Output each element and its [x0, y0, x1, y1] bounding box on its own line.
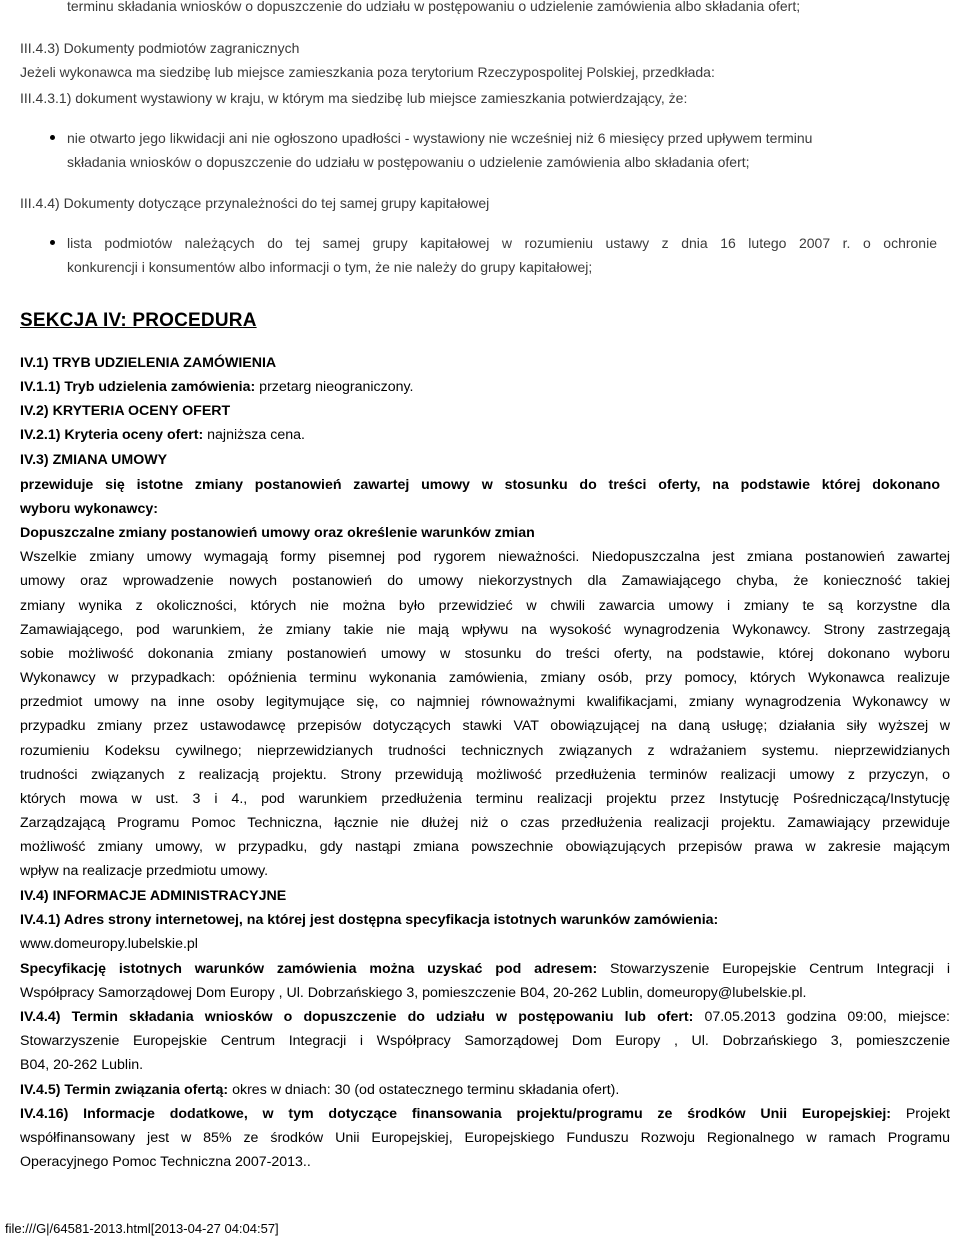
heading-iv-2: IV.2) KRYTERIA OCENY OFERT: [20, 403, 231, 419]
text-line: III.4.3.1) dokument wystawiony w kraju, w którym ma siedzibę lub miejsce zamieszkania potwierdzający, że:: [20, 90, 688, 106]
heading-iv-4: IV.4) INFORMACJE ADMINISTRACYJNE: [20, 888, 287, 904]
spec-address: Specyfikację istotnych warunków zamówienia można uzyskać pod adresem: Stowarzyszenie Europejskie Centrum Integracji i: [20, 961, 950, 977]
section-title: SEKCJA IV: PROCEDURA: [20, 310, 257, 331]
paragraph-line: sobie możliwość dokonania zmiany postanowień umowy w stosunku do treści oferty, na podstawie, której dokonano wyboru: [20, 646, 950, 662]
bullet-icon: [50, 135, 55, 140]
field-iv-4-4-cont: B04, 20-262 Lublin.: [20, 1057, 144, 1073]
paragraph-line: Zamawiającego, pod warunkiem, że zmiany takie nie mają wpływu na wysokość wynagrodzenia Wykonawcy. Strony zastrzegają: [20, 622, 950, 638]
field-iv-4-16-cont: współfinansowany jest w 85% ze środków Unii Europejskiej, Europejskiego Funduszu Rozwoju Regionalnego w ramach Programu: [20, 1130, 950, 1146]
paragraph-line: możliwość zmiany umowy, w przypadku, gdy nastąpi zmiana powszechnie obowiązujących przepisów prawa w zakresie mającym: [20, 839, 950, 855]
bullet-icon: [50, 240, 55, 245]
paragraph-line: rozumieniu Kodeksu cywilnego; nieprzewidzianych trudności technicznych związanych z wdrażaniem systemu. nieprzewidzianych: [20, 743, 950, 759]
heading-iv-1: IV.1) TRYB UDZIELENIA ZAMÓWIENIA: [20, 355, 277, 371]
field-iv-4-16-cont: Operacyjnego Pomoc Techniczna 2007-2013..: [20, 1154, 311, 1170]
paragraph-line: zmiany wynika z okoliczności, których nie można było przewidzieć w chwili zawarcia umowy i zmiany te są korzystne dla: [20, 598, 950, 614]
text-line: Dopuszczalne zmiany postanowień umowy oraz określenie warunków zmian: [20, 525, 535, 541]
bullet-text: konkurencji i konsumentów albo informacji o tym, że nie należy do grupy kapitałowej;: [67, 259, 593, 275]
text-line: wyboru wykonawcy:: [20, 501, 158, 517]
field-iv-4-5: IV.4.5) Termin związania ofertą: okres w dniach: 30 (od ostatecznego terminu składania ofert).: [20, 1082, 620, 1098]
paragraph-line: których mowa w ust. 3 i 4., pod warunkiem przedłużenia terminu realizacji projektu przez Instytucję Pośredniczącą/Instytucję: [20, 791, 950, 807]
heading-iv-3: IV.3) ZMIANA UMOWY: [20, 452, 168, 468]
text-line: przewiduje się istotne zmiany postanowień zawartej umowy w stosunku do treści oferty, na podstawie której dokonano: [20, 477, 940, 493]
bullet-text: lista podmiotów należących do tej samej grupy kapitałowej w rozumieniu ustawy z dnia 16 lutego 2007 r. o ochronie: [67, 235, 937, 251]
paragraph-line: Wykonawcy w przypadkach: opóźnienia terminu wykonania zamówienia, zmiany osób, przy pomocy, których Wykonawca realizuje: [20, 670, 950, 686]
text-line: terminu składania wniosków o dopuszczenie do udziału w postępowaniu o udzielenie zamówienia albo składania ofert;: [67, 0, 801, 14]
paragraph-line: wpływ na realizacje przedmiotu umowy.: [20, 863, 269, 879]
paragraph-line: przedmiot umowy na inne osoby legitymujące się, co najmniej równoważnymi kwalifikacjami, zmiany wynagrodzenia Wykonawcy w: [20, 694, 950, 710]
field-iv-4-4-cont: Stowarzyszenie Europejskie Centrum Integracji i Współpracy Samorządowej Dom Europy , Ul. Dobrzańskiego 3, pomieszczenie: [20, 1033, 950, 1049]
paragraph-line: trudności związanych z realizacją projektu. Strony przewidują możliwość przedłużenia terminów realizacji umowy z przyczyn, o: [20, 767, 950, 783]
field-iv-1-1: IV.1.1) Tryb udzielenia zamówienia: przetarg nieograniczony.: [20, 379, 414, 395]
text-line: Jeżeli wykonawca ma siedzibę lub miejsce zamieszkania poza terytorium Rzeczypospolitej Polskiej, przedkłada:: [20, 64, 715, 80]
bullet-text: nie otwarto jego likwidacji ani nie ogłoszono upadłości - wystawiony nie wcześniej niż 6 miesięcy przed upływem terminu: [67, 130, 813, 146]
field-iv-4-4: IV.4.4) Termin składania wniosków o dopuszczenie do udziału w postępowaniu lub ofert: 07.05.2013 godzina 09:00, miejsce:: [20, 1009, 950, 1025]
page-footer-url: file:///G|/64581-2013.html[2013-04-27 04:04:57]: [5, 1221, 279, 1236]
paragraph-line: Zarządzającą Programu Pomoc Techniczna, łącznie nie dłużej niż o czas przedłużenia realizacji projektu. Zamawiający przewiduje: [20, 815, 950, 831]
heading-iii-4-3: III.4.3) Dokumenty podmiotów zagranicznych: [20, 40, 300, 56]
field-iv-2-1: IV.2.1) Kryteria oceny ofert: najniższa cena.: [20, 427, 305, 443]
paragraph-line: przypadku zmiany przez ustawodawcę przepisów dotyczących stawki VAT obowiązującej na daną usługę; działania siły wyższej w: [20, 718, 950, 734]
heading-iv-4-1: IV.4.1) Adres strony internetowej, na której jest dostępna specyfikacja istotnych warunków zamówienia:: [20, 912, 719, 928]
paragraph-line: umowy oraz wprowadzenie nowych postanowień do umowy niekorzystnych dla Zamawiającego chyba, że konieczność takiej: [20, 573, 950, 589]
paragraph-line: Wszelkie zmiany umowy wymagają formy pisemnej pod rygorem nieważności. Niedopuszczalna jest zmiana postanowień zawartej: [20, 549, 950, 565]
heading-iii-4-4: III.4.4) Dokumenty dotyczące przynależności do tej samej grupy kapitałowej: [20, 195, 490, 211]
website-url: www.domeuropy.lubelskie.pl: [20, 936, 198, 952]
spec-address-cont: Współpracy Samorządowej Dom Europy , Ul. Dobrzańskiego 3, pomieszczenie B04, 20-262 Lublin, domeuropy@lubelskie.pl.: [20, 985, 807, 1001]
bullet-text: składania wniosków o dopuszczenie do udziału w postępowaniu o udzielenie zamówienia albo składania ofert;: [67, 154, 750, 170]
field-iv-4-16: IV.4.16) Informacje dodatkowe, w tym dotyczące finansowania projektu/programu ze środków Unii Europejskiej: Projekt: [20, 1106, 950, 1122]
